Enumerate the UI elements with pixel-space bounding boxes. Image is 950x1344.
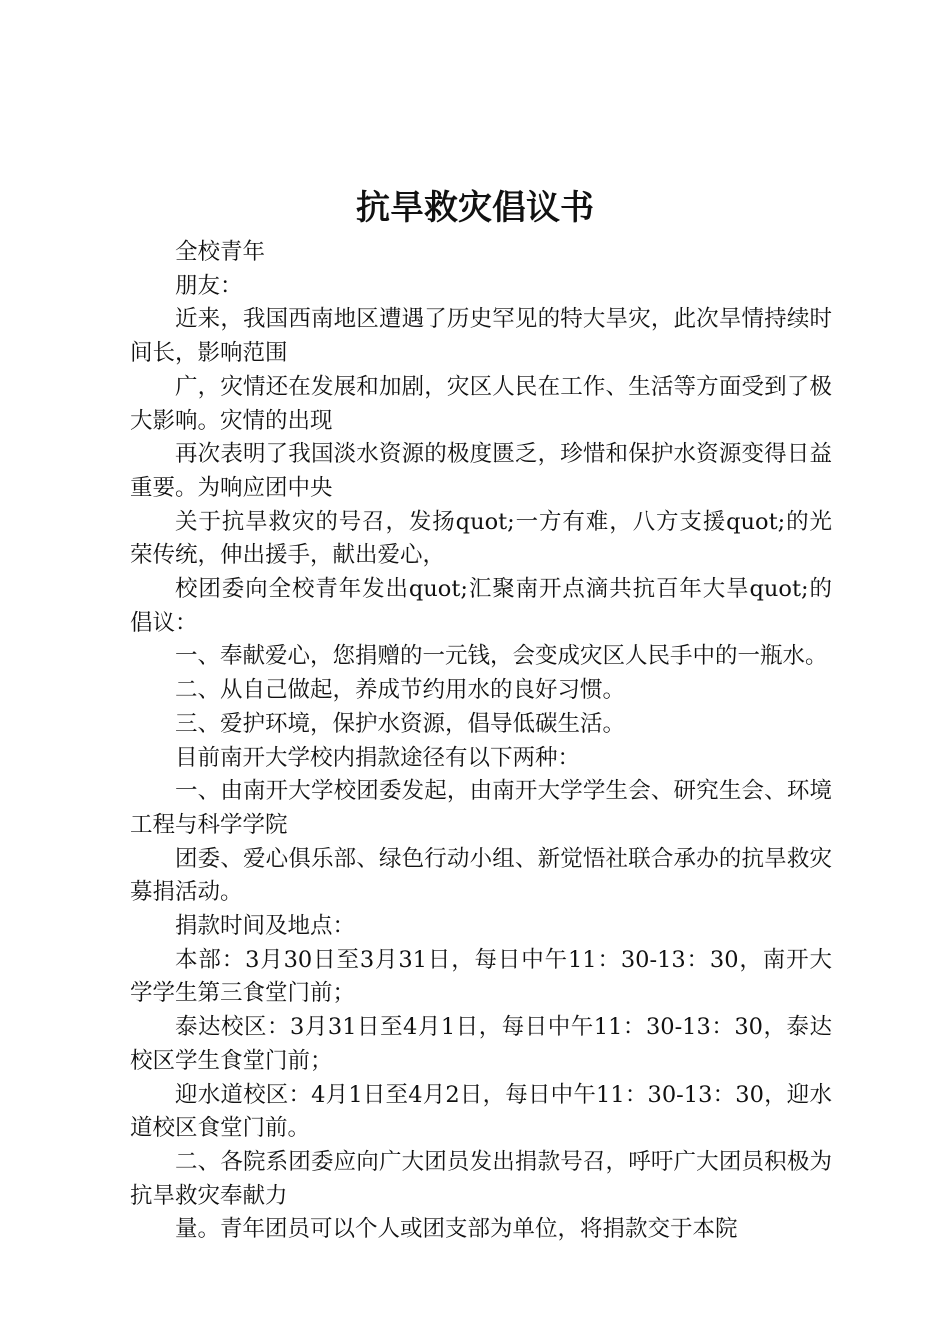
paragraph: 量。青年团员可以个人或团支部为单位，将捐款交于本院 <box>175 1216 738 1243</box>
paragraph: 一、由南开大学校团委发起，由南开大学学生会、研究生会、环境工程与科学学院 <box>130 778 832 838</box>
document-title: 抗旱救灾倡议书 <box>356 188 594 228</box>
paragraph: 目前南开大学校内捐款途径有以下两种： <box>175 744 581 771</box>
document-body <box>130 236 832 1247</box>
paragraph: 一、奉献爱心，您捐赠的一元钱，会变成灾区人民手中的一瓶水。 <box>175 643 828 670</box>
paragraph: 本部：3月30日至3月31日，每日中午11：30-13：30，南开大学学生第三食堂门前； <box>130 946 832 1007</box>
paragraph: 校团委向全校青年发出quot;汇聚南开点滴共抗百年大旱quot;的倡议： <box>130 576 832 636</box>
paragraph: 再次表明了我国淡水资源的极度匮乏，珍惜和保护水资源变得日益重要。为响应团中央 <box>130 441 832 501</box>
paragraph: 朋友： <box>175 272 243 299</box>
paragraph: 二、从自己做起，养成节约用水的良好习惯。 <box>175 677 626 704</box>
paragraph: 三、爱护环境，保护水资源，倡导低碳生活。 <box>175 710 626 737</box>
paragraph: 迎水道校区：4月1日至4月2日，每日中午11：30-13：30，迎水道校区食堂门前。 <box>130 1081 832 1142</box>
paragraph: 全校青年 <box>175 239 266 265</box>
paragraph: 近来，我国西南地区遭遇了历史罕见的特大旱灾，此次旱情持续时间长，影响范围 <box>130 306 832 367</box>
paragraph: 泰达校区：3月31日至4月1日，每日中午11：30-13：30，泰达校区学生食堂门前； <box>130 1014 832 1074</box>
paragraph: 关于抗旱救灾的号召，发扬quot;一方有难，八方支援quot;的光荣传统，伸出援手，献出爱心， <box>130 508 832 569</box>
paragraph: 广，灾情还在发展和加剧，灾区人民在工作、生活等方面受到了极大影响。灾情的出现 <box>130 373 832 434</box>
paragraph: 团委、爱心俱乐部、绿色行动小组、新觉悟社联合承办的抗旱救灾募捐活动。 <box>130 845 832 906</box>
paragraph: 捐款时间及地点： <box>175 913 356 940</box>
paragraph: 二、各院系团委应向广大团员发出捐款号召，呼吁广大团员积极为抗旱救灾奉献力 <box>130 1148 832 1209</box>
